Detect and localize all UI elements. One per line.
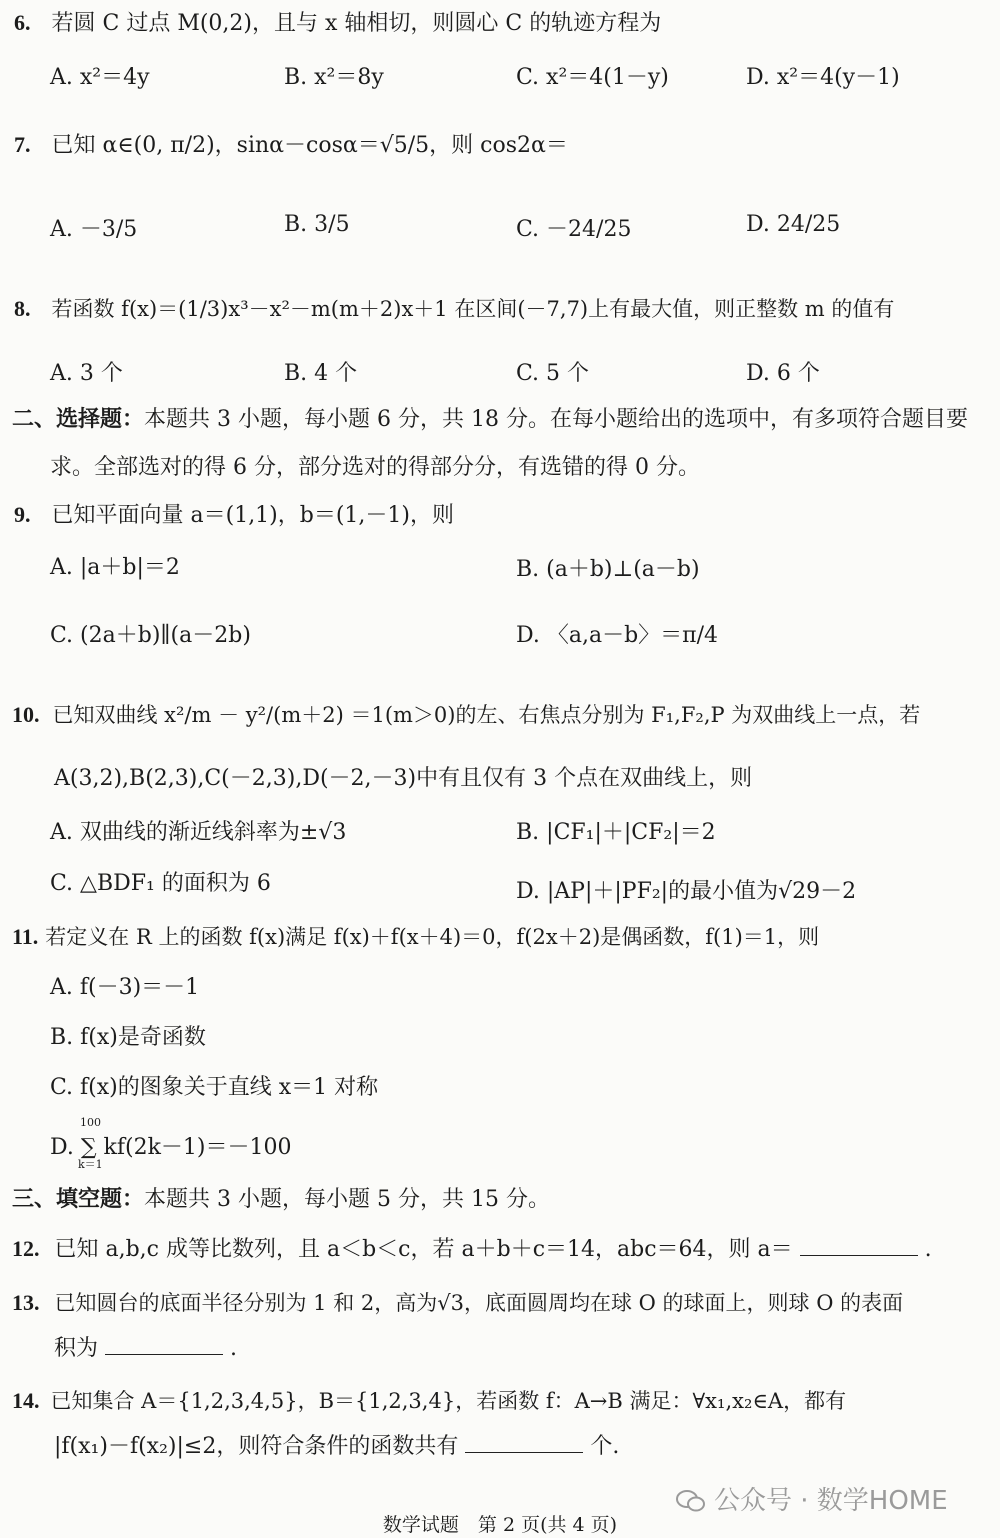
q11-option-d: D. ∑ kf(2k－1)＝－100 <box>50 1135 292 1160</box>
q9-option-b: B. (a＋b)⊥(a－b) <box>516 557 700 582</box>
q14-answer-blank[interactable] <box>465 1434 583 1453</box>
q9-number: 9. <box>14 502 31 527</box>
q13-end: . <box>230 1336 238 1361</box>
q10-text-1: 已知双曲线 x²/m － y²/(m＋2) ＝1(m＞0)的左、右焦点分别为 F₁,F₂,P 为双曲线上一点，若 <box>52 703 921 727</box>
q10-option-d: D. |AP|＋|PF₂|的最小值为√29－2 <box>516 879 857 904</box>
q14-stem-line1 <box>12 1388 846 1415</box>
q11-sum-upper: 100 <box>80 1116 101 1129</box>
q14-end: 个. <box>590 1434 620 1459</box>
q7-text: 已知 α∈(0, π/2)，sinα－cosα＝√5/5，则 cos2α＝ <box>51 133 568 158</box>
q9-option-a: A. |a＋b|＝2 <box>50 555 180 580</box>
q12-number: 12. <box>12 1236 40 1261</box>
q6-stem <box>14 10 661 37</box>
q10-option-b: B. |CF₁|＋|CF₂|＝2 <box>516 820 716 845</box>
q13-stem-line2 <box>54 1336 237 1362</box>
q12-text: 已知 a,b,c 成等比数列，且 a＜b＜c，若 a＋b＋c＝14，abc＝64，则 a＝ <box>54 1237 793 1262</box>
q10-option-c: C. △BDF₁ 的面积为 6 <box>50 871 271 896</box>
section-2-desc-line2: 求。全部选对的得 6 分，部分选对的得部分分，有选错的得 0 分。 <box>50 455 700 480</box>
q6-option-a: A. x²＝4y <box>50 65 150 90</box>
q9-stem <box>14 502 454 529</box>
watermark-text: 公众号 · 数学HOME <box>714 1486 948 1516</box>
q11-option-a: A. f(－3)＝－1 <box>50 975 200 1000</box>
q12-end: . <box>924 1237 932 1262</box>
q6-text: 若圆 C 过点 M(0,2)，且与 x 轴相切，则圆心 C 的轨迹方程为 <box>51 11 662 36</box>
q13-text-1: 已知圆台的底面半径分别为 1 和 2，高为√3，底面圆周均在球 O 的球面上，则球 O 的表面 <box>54 1291 904 1315</box>
q13-number: 13. <box>12 1290 40 1315</box>
q8-option-b: B. 4 个 <box>284 361 358 386</box>
q14-text-2: |f(x₁)－f(x₂)|≤2，则符合条件的函数共有 <box>54 1434 459 1459</box>
q9-option-c: C. (2a＋b)∥(a－2b) <box>50 623 251 648</box>
q10-number: 10. <box>12 702 40 727</box>
q6-option-b: B. x²＝8y <box>284 65 384 90</box>
q14-stem-line2 <box>54 1434 619 1460</box>
q7-stem <box>14 132 568 159</box>
q7-option-b: B. 3/5 <box>284 212 350 237</box>
q8-number: 8. <box>14 296 31 321</box>
q14-text-1: 已知集合 A＝{1,2,3,4,5}，B＝{1,2,3,4}，若函数 f：A→B 满足：∀x₁,x₂∈A，都有 <box>50 1389 847 1413</box>
q7-option-d: D. 24/25 <box>746 212 841 237</box>
q10-stem-line1 <box>12 702 920 729</box>
section-2-title: 二、选择题： <box>12 406 145 432</box>
q11-sum-lower: k＝1 <box>78 1158 103 1171</box>
q7-option-a: A. －3/5 <box>50 217 138 242</box>
q11-stem <box>12 924 819 951</box>
q8-stem <box>14 296 894 323</box>
q9-option-d: D. 〈a,a－b〉＝π/4 <box>516 623 719 648</box>
q6-option-c: C. x²＝4(1－y) <box>516 65 669 90</box>
section-2-header <box>12 406 968 433</box>
q11-text: 若定义在 R 上的函数 f(x)满足 f(x)＋f(x＋4)＝0，f(2x＋2)是偶函数，f(1)＝1，则 <box>45 925 820 949</box>
q11-option-c: C. f(x)的图象关于直线 x＝1 对称 <box>50 1075 379 1100</box>
page-footer: 数学试题 第 2 页(共 4 页) <box>382 1514 618 1536</box>
q7-option-c: C. －24/25 <box>516 217 632 242</box>
q8-text: 若函数 f(x)＝(1/3)x³－x²－m(m＋2)x＋1 在区间(－7,7)上有最大值，则正整数 m 的值有 <box>51 297 895 321</box>
q6-number: 6. <box>14 10 31 35</box>
q7-number: 7. <box>14 132 31 157</box>
q13-stem-line1 <box>12 1290 903 1317</box>
q8-option-a: A. 3 个 <box>50 361 123 386</box>
q11-option-b: B. f(x)是奇函数 <box>50 1025 206 1050</box>
section-3-title: 三、填空题： <box>12 1186 145 1212</box>
q10-option-a: A. 双曲线的渐近线斜率为±√3 <box>50 820 347 845</box>
section-3-header <box>12 1186 550 1213</box>
q9-text: 已知平面向量 a＝(1,1)，b＝(1,－1)，则 <box>51 503 454 528</box>
q12-answer-blank[interactable] <box>800 1237 918 1256</box>
q12-stem <box>12 1236 932 1263</box>
q10-stem-line2: A(3,2),B(2,3),C(－2,3),D(－2,－3)中有且仅有 3 个点在双曲线上，则 <box>54 766 753 791</box>
q14-number: 14. <box>12 1388 40 1413</box>
q6-option-d: D. x²＝4(y－1) <box>746 65 900 90</box>
section-3-desc: 本题共 3 小题，每小题 5 分，共 15 分。 <box>144 1187 550 1212</box>
q13-answer-blank[interactable] <box>105 1336 223 1355</box>
q13-text-2: 积为 <box>54 1336 99 1361</box>
q11-number: 11. <box>12 924 39 949</box>
section-2-desc-line1: 本题共 3 小题，每小题 6 分，共 18 分。在每小题给出的选项中，有多项符合题目要 <box>144 407 968 432</box>
q8-option-c: C. 5 个 <box>516 361 590 386</box>
q8-option-d: D. 6 个 <box>746 361 820 386</box>
wechat-icon <box>676 1490 706 1512</box>
